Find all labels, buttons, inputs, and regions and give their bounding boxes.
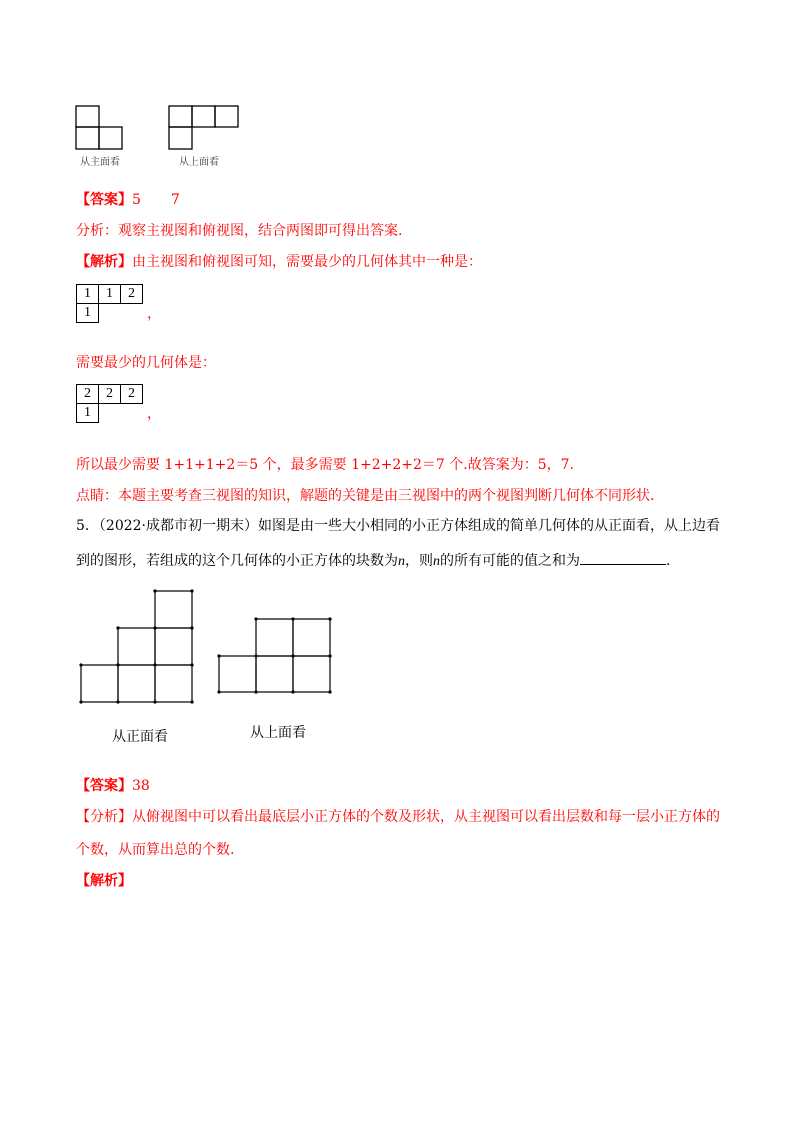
problem-5-text-b: ，则: [405, 553, 433, 569]
solution-1: [76, 252, 482, 272]
front-view-figure: [78, 588, 198, 708]
solution-text: 由主视图和俯视图可知，需要最少的几何体其中一种是：: [132, 254, 482, 270]
grid-cell: 2: [77, 385, 99, 404]
top-view-figure: [216, 617, 336, 695]
solution-tag: 【解析】: [76, 254, 132, 270]
variable-n: n: [398, 554, 405, 569]
problem-5-line-2: [76, 550, 670, 572]
answer-blank: [580, 550, 666, 565]
answer-tag: 【答案】: [76, 192, 132, 208]
grid-cell: 2: [121, 285, 143, 304]
top-top-view-label: 从上面看: [179, 157, 219, 168]
analysis-tag: 【分析】: [76, 809, 132, 825]
problem-5-text-a: 到的图形，若组成的这个几何体的小正方体的块数为: [76, 553, 398, 569]
problem-5-line-1: 5．（2022·成都市初一期末）如图是由一些大小相同的小正方体组成的简单几何体的从正面看，从上边看: [76, 518, 720, 534]
max-count-grid: [76, 384, 143, 423]
analysis-text: 从俯视图中可以看出最底层小正方体的个数及形状，从主视图可以看出层数和每一层小正方体的: [132, 809, 720, 825]
top-top-view-figure: [167, 104, 242, 152]
answer-tag: 【答案】: [76, 778, 132, 794]
grid-cell: 1: [77, 404, 99, 423]
solution-5: 【解析】: [76, 873, 132, 889]
min-grid-suffix: ，: [147, 306, 161, 322]
answer-value: 38: [132, 778, 150, 794]
front-view-label: 从正面看: [112, 729, 168, 745]
top-front-view-figure: [74, 104, 134, 152]
grid-cell: 1: [99, 285, 121, 304]
grid-cell: 1: [77, 304, 99, 323]
conclusion-1: 所以最少需要 1+1+1+2＝5 个，最多需要 1+2+2+2＝7 个.故答案为：5，7.: [76, 457, 574, 473]
top-view-label: 从上面看: [250, 725, 306, 741]
min-count-grid: [76, 284, 143, 323]
answer-1: [76, 190, 180, 210]
max-grid-suffix: ，: [147, 406, 161, 422]
problem-5-text-c: 的所有可能的值之和为: [440, 553, 580, 569]
variable-n: n: [433, 554, 440, 569]
problem-5-period: .: [666, 553, 671, 569]
answer-5: [76, 776, 150, 796]
grid-cell: 1: [77, 285, 99, 304]
grid-cell: 2: [121, 385, 143, 404]
analysis-5-line-2: 个数，从而算出总的个数.: [76, 842, 235, 858]
top-front-view-label: 从主面看: [80, 157, 120, 168]
grid-cell: 2: [99, 385, 121, 404]
analysis-1: 分析：观察主视图和俯视图，结合两图即可得出答案.: [76, 223, 403, 239]
analysis-5-line-1: [76, 807, 720, 827]
max-text: 需要最少的几何体是：: [76, 355, 216, 371]
answer-value-2: 7: [170, 192, 180, 208]
comment-1: 点睛：本题主要考查三视图的知识，解题的关键是由三视图中的两个视图判断几何体不同形状.: [76, 488, 655, 504]
answer-value-1: 5: [132, 192, 141, 208]
